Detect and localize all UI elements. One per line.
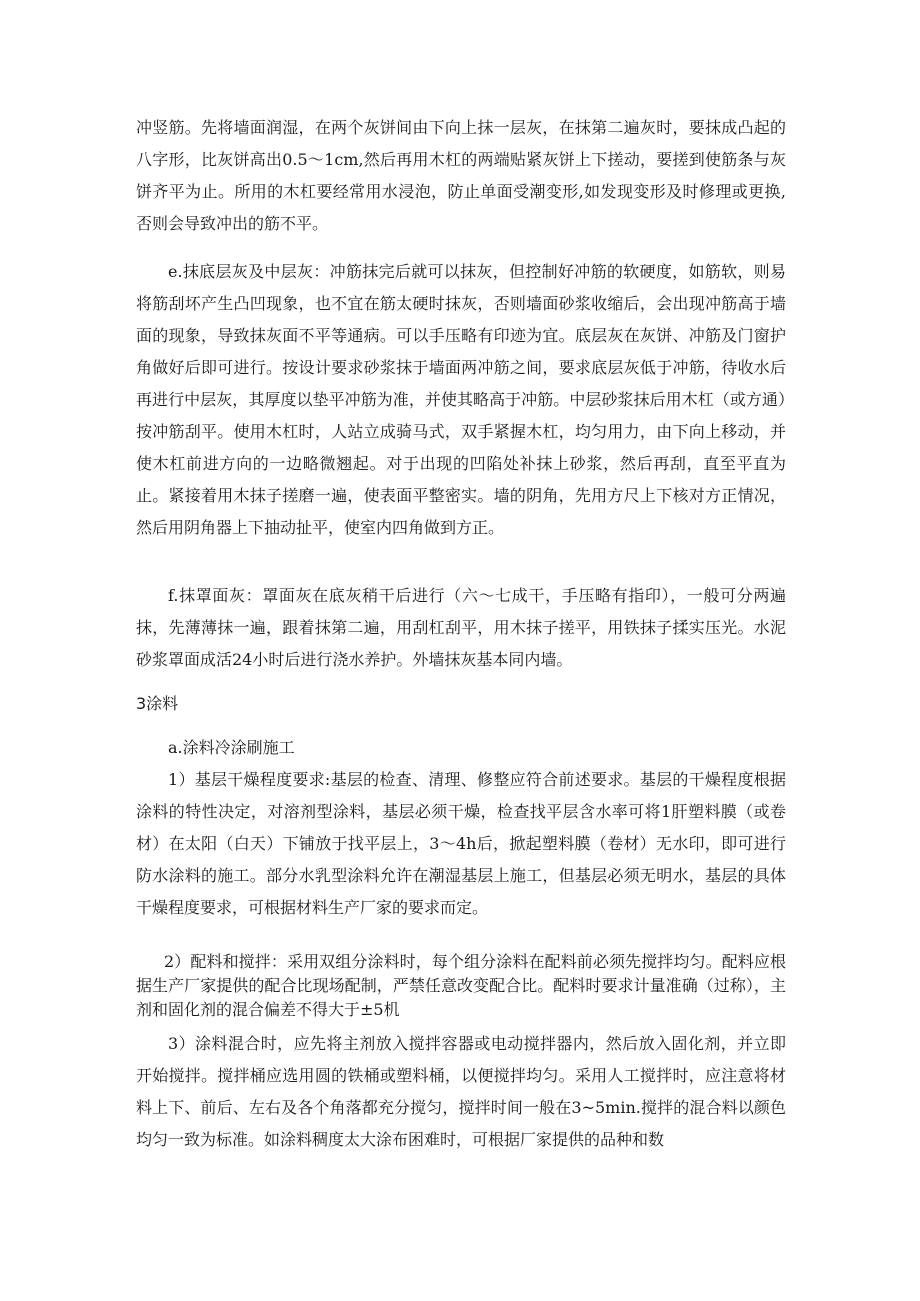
subheading-cold-coating: a.涂料冷涂刷施工	[168, 738, 295, 757]
paragraph-stirring: 3）涂料混合时，应先将主剂放入搅拌容器或电动搅拌器内，然后放入固化剂，并立即开始搅拌。搅拌桶应选用圆的铁桶或塑料桶，以便搅拌均匀。采用人工搅拌时，应注意将材料上下、前后、左右及各个角落都充分搅匀，搅拌时间一般在3~5min.搅拌的混合料以颜色均匀一致为标准。如涂料稠度太大涂布困难时，可根据厂家提供的品种和数	[136, 1034, 786, 1149]
paragraph-mixing: 2）配料和搅拌：采用双组分涂料时，每个组分涂料在配料前必须先搅拌均匀。配料应根据生产厂家提供的配合比现场配制，严禁任意改变配合比。配料时要求计量准确（过称），主剂和固化剂的混合偏差不得大于±5机	[136, 952, 786, 1019]
paragraph-vertical-screed: 冲竖筋。先将墙面润湿，在两个灰饼间由下向上抹一层灰，在抹第二遍灰时，要抹成凸起的八字形，比灰饼高出0.5～1cm,然后再用木杠的两端贴紧灰饼上下搓动，要搓到使筋条与灰饼齐平为止。所用的木杠要经常用水浸泡，防止单面受潮变形,如发现变形及时修理或更换,否则会导致冲出的筋不平。	[136, 118, 786, 233]
paragraph-base-dryness: 1）基层干燥程度要求:基层的检查、清理、修整应符合前述要求。基层的干燥程度根据涂料的特性决定，对溶剂型涂料，基层必须干燥，检查找平层含水率可将1肝塑料膜（或卷材）在太阳（白天）下铺放于找平层上，3～4h后，掀起塑料膜（卷材）无水印，即可进行防水涂料的施工。部分水乳型涂料允许在潮湿基层上施工，但基层必须无明水，基层的具体干燥程度要求，可根据材料生产厂家的要求而定。	[136, 770, 786, 917]
paragraph-base-and-middle-coat: e.抹底层灰及中层灰：冲筋抹完后就可以抹灰，但控制好冲筋的软硬度，如筋软，则易将筋刮坏产生凸凹现象，也不宜在筋太硬时抹灰，否则墙面砂浆收缩后，会出现冲筋高于墙面的现象，导致抹灰面不平等通病。可以手压略有印迹为宜。底层灰在灰饼、冲筋及门窗护角做好后即可进行。按设计要求砂浆抹于墙面两冲筋之间，要求底层灰低于冲筋，待收水后再进行中层灰，其厚度以垫平冲筋为准，并使其略高于冲筋。中层砂浆抹后用木杠（或方通）按冲筋刮平。使用木杠时，人站立成骑马式，双手紧握木杠，均匀用力，由下向上移动，并使木杠前进方向的一边略微翘起。对于出现的凹陷处补抹上砂浆，然后再刮，直至平直为止。紧接着用木抹子搓磨一遍，使表面平整密实。墙的阴角，先用方尺上下核对方正情况，然后用阴角器上下抽动扯平，使室内四角做到方正。	[136, 262, 786, 537]
paragraph-finish-coat: f.抹罩面灰：罩面灰在底灰稍干后进行（六～七成干，手压略有指印），一般可分两遍抹，先薄薄抹一遍，跟着抹第二遍，用刮杠刮平，用木抹子搓平，用铁抹子揉实压光。水泥砂浆罩面成活24小时后进行浇水养护。外墙抹灰基本同内墙。	[136, 586, 786, 669]
section-heading-coating: 3涂料	[136, 694, 179, 713]
